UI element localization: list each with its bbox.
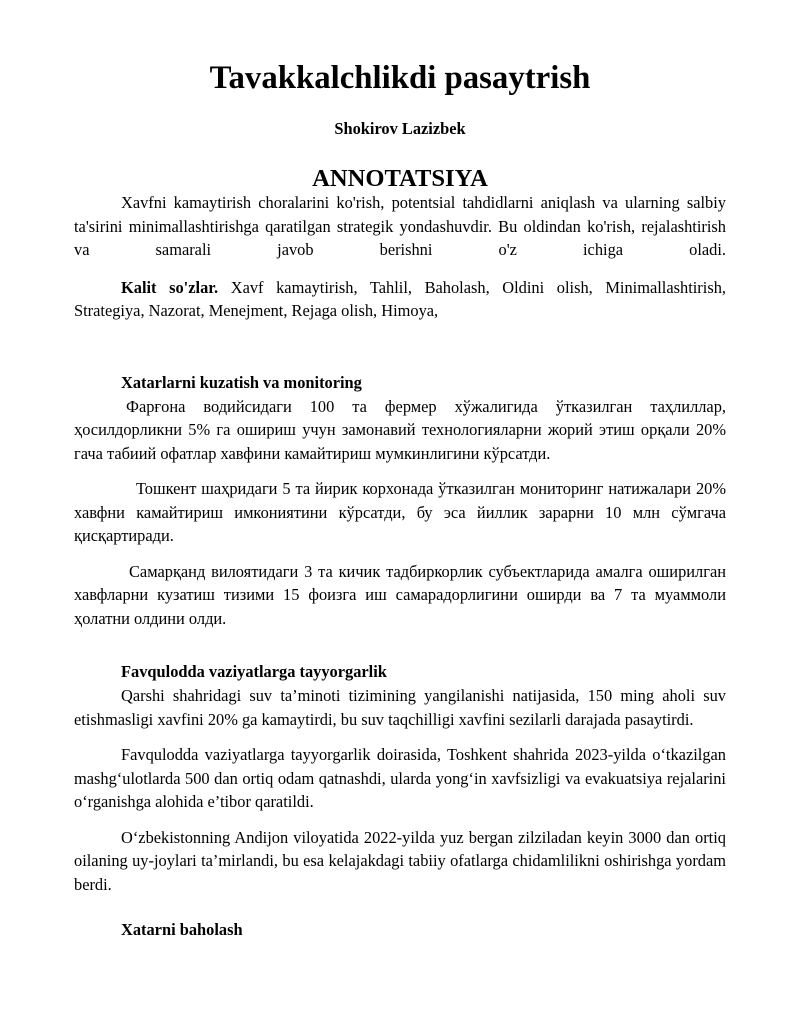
document-page [74, 62, 726, 942]
annotation-heading: ANNOTATSIYA [312, 165, 488, 192]
section-paragraph: O‘zbekistonning Andijon viloyatida 2022-yilda yuz bergan zilziladan keyin 3000 dan ortiq oilaning uy-joylari ta’mirlandi, bu esa kelajakdagi tabiiy ofatlarga chidamlilikni oshirishga yordam berdi. [74, 827, 726, 894]
section-heading-monitoring: Xatarlarni kuzatish va monitoring [121, 372, 362, 392]
section-paragraph: Тошкент шаҳридаги 5 та йирик корхонада ўтказилган мониторинг натижалари 20% хавфни камайтириш имкониятини кўрсатди, бу эса йиллик зарарни 10 млн сўмгача қисқартиради. [74, 479, 726, 545]
keywords-paragraph [74, 276, 726, 323]
section-paragraph: Qarshi shahridagi suv ta’minoti tizimining yangilanishi natijasida, 150 ming aholi suv etishmasligi xavfini 20% ga kamaytirdi, bu suv taqchilligi xavfini sezilarli darajada pasaytirdi. [74, 686, 726, 729]
section-paragraph: Favqulodda vaziyatlarga tayyorgarlik doirasida, Toshkent shahrida 2023-yilda o‘tkazilgan mashg‘ulotlarda 500 dan ortiq odam qatnashdi, ularda yong‘in xavfsizligi va evakuatsiya rejalarini o‘rganishga alohida e’tibor qaratildi. [74, 745, 726, 811]
section-heading-emergency: Favqulodda vaziyatlarga tayyorgarlik [121, 662, 387, 681]
keywords-text: Xavf kamaytirish, Tahlil, Baholash, Oldini olish, Minimallashtirish, Strategiya, Nazorat, Menejment, Rejaga olish, Himoya, [74, 277, 726, 320]
section-paragraph: Самарқанд вилоятидаги 3 та кичик тадбиркорлик субъектларида амалга оширилган хавфларни кузатиш тизими 15 фоизга иш самарадорлигини оширди ва 7 та муаммоли ҳолатни олдини олди. [74, 561, 726, 628]
section-paragraph: Фарғона водийсидаги 100 та фермер хўжалигида ўтказилган таҳлиллар, ҳосилдорликни 5% га ошириш учун замонавий технологияларни жорий этиш орқали 20% гача табиий офатлар хавфини камайтириш мумкинлигини кўрсатди. [74, 396, 726, 463]
annotation-text: Xavfni kamaytirish choralarini ko'rish, potentsial tahdidlarni aniqlash va ularning salbiy ta'sirini minimallashtirishga qaratilgan strategik yondashuvdir. Bu oldindan ko'rish, rejalashtirish va samarali javob berishni o'z ichiga oladi. [74, 193, 726, 259]
author-name: Shokirov Lazizbek [334, 119, 466, 138]
section-heading-assessment: Xatarni baholash [121, 920, 243, 939]
document-title: Tavakkalchlikdi pasaytrish [209, 60, 591, 96]
keywords-label: Kalit so'zlar. [121, 277, 219, 297]
